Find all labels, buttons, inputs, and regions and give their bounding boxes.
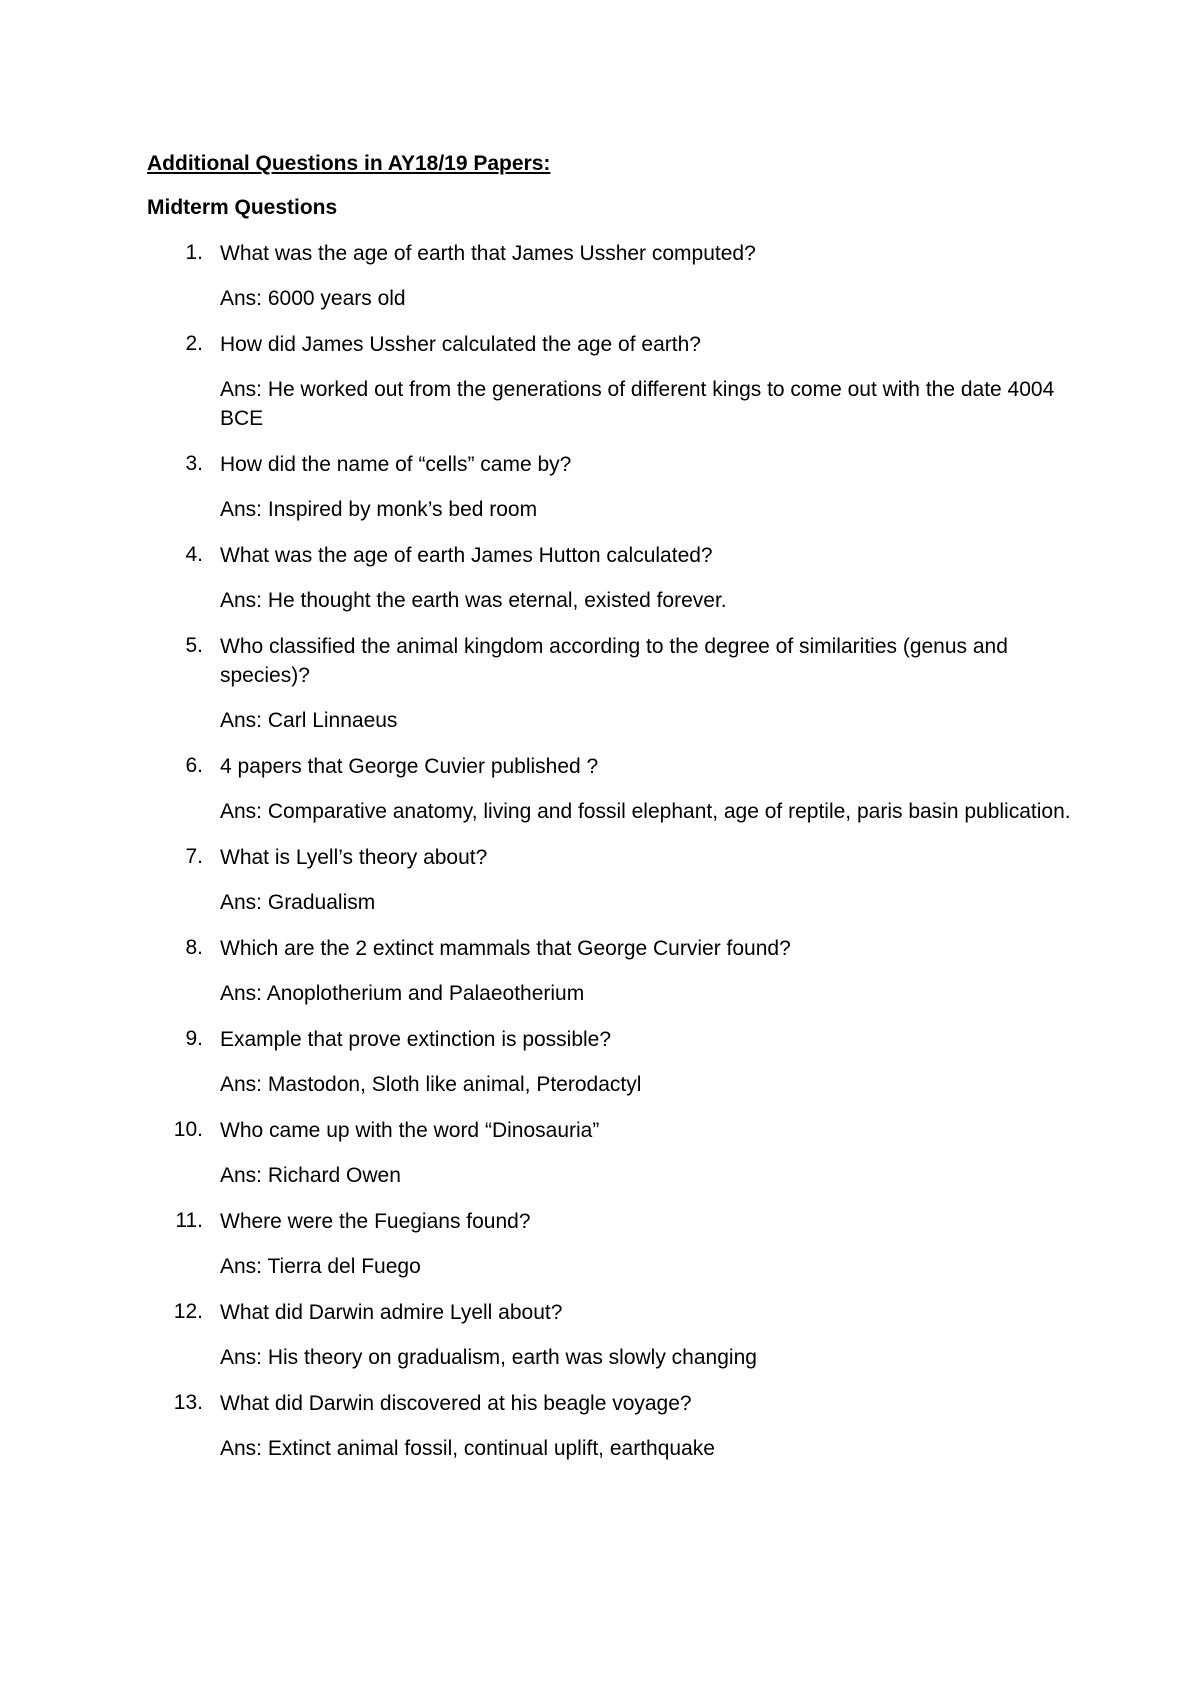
list-item — [147, 330, 1087, 433]
item-number: 12. — [173, 1300, 203, 1323]
question-text: Who came up with the word “Dinosauria” — [220, 1119, 600, 1142]
document-title: Additional Questions in AY18/19 Papers: — [147, 152, 551, 175]
item-number: 9. — [185, 1027, 203, 1050]
answer-text: Ans: Mastodon, Sloth like animal, Pterodactyl — [220, 1073, 642, 1096]
item-number: 6. — [185, 754, 203, 777]
list-item — [147, 239, 1087, 313]
answer-text: Ans: Comparative anatomy, living and fossil elephant, age of reptile, paris basin publication. — [220, 800, 1071, 823]
question-list — [147, 239, 1087, 1463]
item-number: 7. — [185, 845, 203, 868]
item-number: 1. — [185, 241, 203, 264]
question-text: What is Lyell’s theory about? — [220, 846, 488, 869]
question-text: How did James Ussher calculated the age of earth? — [220, 333, 701, 356]
answer-text: Ans: Gradualism — [220, 891, 376, 914]
question-text: How did the name of “cells” came by? — [220, 453, 572, 476]
answer-text: Ans: He worked out from the generations of different kings to come out with the date 4004 BCE — [220, 378, 1055, 430]
item-number: 3. — [185, 452, 203, 475]
answer-text: Ans: Anoplotherium and Palaeotherium — [220, 982, 585, 1005]
item-number: 13. — [173, 1391, 203, 1414]
answer-text: Ans: Carl Linnaeus — [220, 709, 398, 732]
section-heading: Midterm Questions — [147, 196, 338, 219]
answer-text: Ans: Richard Owen — [220, 1164, 401, 1187]
item-number: 4. — [185, 543, 203, 566]
answer-text: Ans: He thought the earth was eternal, existed forever. — [220, 589, 727, 612]
question-text: What did Darwin admire Lyell about? — [220, 1301, 563, 1324]
list-item — [147, 1207, 1087, 1281]
list-item — [147, 541, 1087, 615]
question-text: What was the age of earth that James Ussher computed? — [220, 242, 756, 265]
item-number: 11. — [175, 1209, 203, 1232]
question-text: 4 papers that George Cuvier published ? — [220, 755, 599, 778]
list-item — [147, 1298, 1087, 1372]
item-number: 5. — [185, 634, 203, 657]
answer-text: Ans: Extinct animal fossil, continual uplift, earthquake — [220, 1437, 715, 1460]
question-text: Where were the Fuegians found? — [220, 1210, 531, 1233]
document-content — [147, 150, 1087, 1463]
item-number: 10. — [173, 1118, 203, 1141]
list-item — [147, 752, 1087, 826]
list-item — [147, 1025, 1087, 1099]
answer-text: Ans: 6000 years old — [220, 287, 406, 310]
list-item — [147, 450, 1087, 524]
list-item — [147, 1116, 1087, 1190]
list-item — [147, 934, 1087, 1008]
question-text: Example that prove extinction is possible? — [220, 1028, 612, 1051]
answer-text: Ans: Inspired by monk’s bed room — [220, 498, 538, 521]
question-text: Who classified the animal kingdom according to the degree of similarities (genus and species)? — [220, 635, 1008, 687]
item-number: 2. — [185, 332, 203, 355]
item-number: 8. — [185, 936, 203, 959]
answer-text: Ans: His theory on gradualism, earth was slowly changing — [220, 1346, 757, 1369]
list-item — [147, 632, 1087, 735]
question-text: What did Darwin discovered at his beagle voyage? — [220, 1392, 692, 1415]
list-item — [147, 1389, 1087, 1463]
question-text: What was the age of earth James Hutton calculated? — [220, 544, 713, 567]
list-item — [147, 843, 1087, 917]
answer-text: Ans: Tierra del Fuego — [220, 1255, 421, 1278]
question-text: Which are the 2 extinct mammals that George Curvier found? — [220, 937, 791, 960]
